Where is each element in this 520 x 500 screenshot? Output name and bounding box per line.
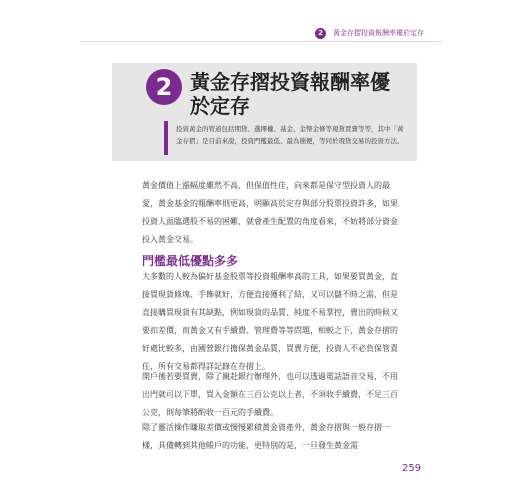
header-chapter-number: 2 (315, 28, 326, 39)
chapter-title-line1: 黃金存摺投資報酬率優 (190, 70, 390, 94)
body-paragraph-1: 黃金價值上漲幅度雖然不高，但保值性佳，向來都是保守型投資人的最愛，黃金基金的報酬率則更高，明顯高於定存與部分股票投資許多，如果投資人面臨選股不易的困難，就會產生配置的角度看來，不妨將部分資金投入黃金交易。 (142, 181, 398, 244)
header-rule (80, 41, 442, 42)
chapter-title-box (112, 63, 417, 161)
section-heading: 門檻最低優點多多 (142, 254, 239, 268)
chapter-summary: 投資黃金的管道包括期貨、選擇權、基金、金幣金條等現貨買賣等等，其中「黃金存摺」是目前來說，投資門檻最低、最為簡便，等同於現貨交易的投資方法。 (176, 125, 404, 145)
body-paragraph-3: 開戶後若要買賣，除了親赴銀行辦理外，也可以透過電話語音交易，不用出門就可以下單，買入金額在三百公克以上者，不須收手續費，不足三百公克，則每筆將酌收一百元的手續費。 (142, 372, 398, 417)
body-paragraph-2: 大多數的人較為偏好基金股票等投資報酬率高的工具，如果要買黃金，直接買現貨條塊、手飾就好，方便直接獲利了結，又可以儲不時之需，但是直接購買現貨有其缺點，例如現貨的品質、純度不易掌控，賣出的時候又要扣差價，而黃金又有手續費、管理費等等問題，相較之下，黃金存摺的好處比較多，由國營銀行擔保黃金品質，買賣方便，投資人不必負保管責任，所有交易都得詳記錄在存摺上。 (142, 272, 398, 371)
chapter-number-badge: 2 (146, 69, 182, 105)
summary-accent-bar (164, 121, 168, 155)
page-number: 259 (402, 463, 422, 474)
running-header (315, 28, 465, 40)
chapter-title-line2: 於定存 (190, 94, 250, 118)
header-title: 黃金存摺投資報酬率優於定存 (333, 29, 424, 37)
body-paragraph-4: 除了靈活操作賺取差價或慢慢累積黃金資產外，黃金存摺與一般存摺一樣，具備轉到其他帳戶的功能，更特別的是，一旦發生黃金需 (142, 423, 390, 450)
